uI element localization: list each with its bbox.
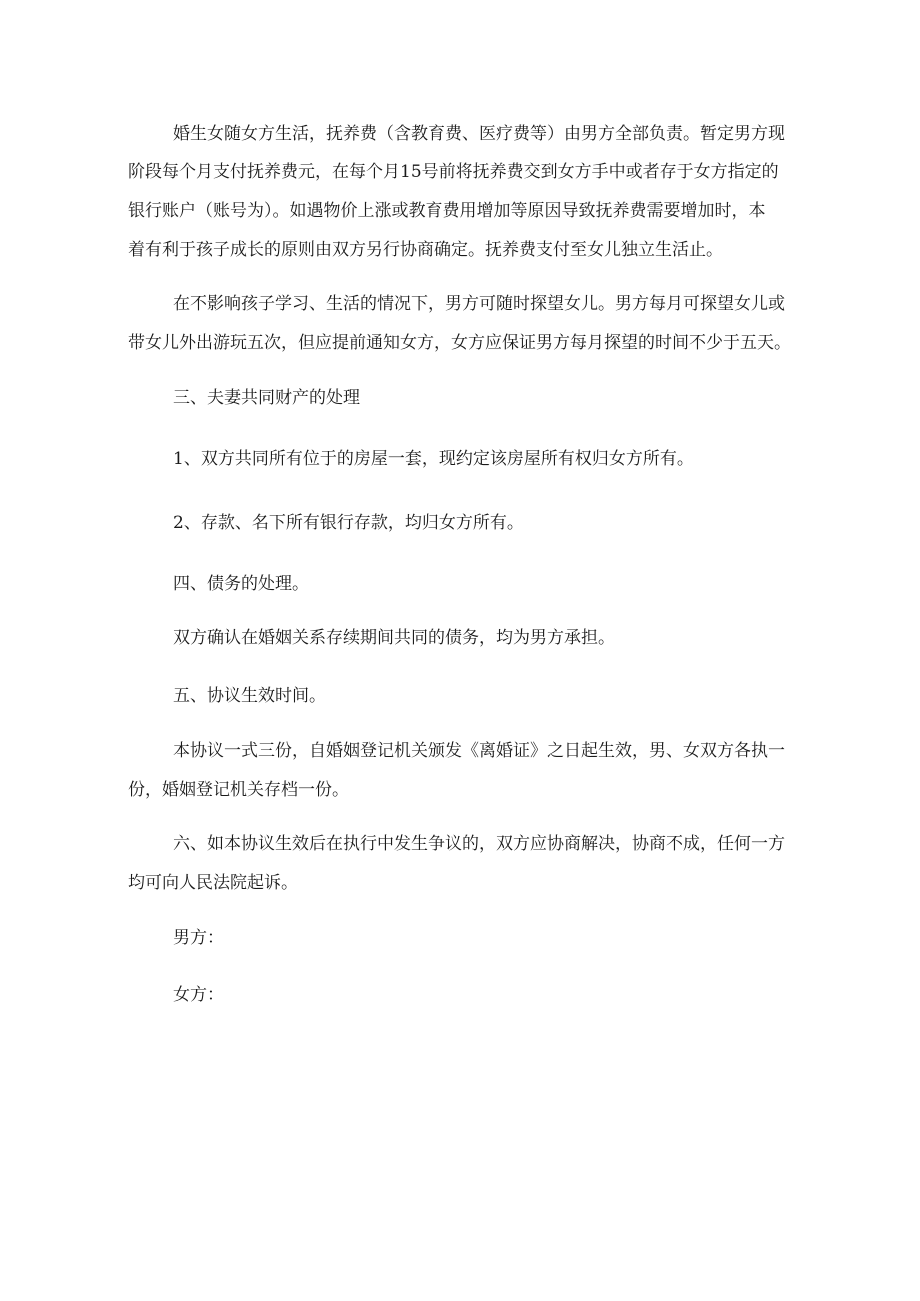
text-line: 银行账户（账号为）。如遇物价上涨或教育费用增加等原因导致抚养费需要增加时，本 [128, 201, 766, 221]
section-heading-effective: 五、协议生效时间。 [173, 686, 326, 706]
text-line: 份，婚姻登记机关存档一份。 [128, 780, 349, 800]
signature-label-female: 女方： [173, 985, 224, 1005]
text-line: 婚生女随女方生活，抚养费（含教育费、医疗费等）由男方全部负责。暂定男方现 [173, 124, 785, 144]
text-line: 本协议一式三份，自婚姻登记机关颁发《离婚证》之日起生效，男、女双方各执一 [173, 741, 785, 761]
text-line: 六、如本协议生效后在执行中发生争议的，双方应协商解决，协商不成，任何一方 [173, 834, 785, 854]
text-line: 带女儿外出游玩五次，但应提前通知女方，女方应保证男方每月探望的时间不少于五天。 [128, 333, 791, 353]
paragraph-debt: 双方确认在婚姻关系存续期间共同的债务，均为男方承担。 [173, 628, 615, 648]
property-item-savings: 2、存款、名下所有银行存款，均归女方所有。 [173, 513, 524, 533]
text-line: 均可向人民法院起诉。 [128, 873, 298, 893]
signature-label-male: 男方： [173, 928, 224, 948]
section-heading-debt: 四、债务的处理。 [173, 574, 309, 594]
property-item-house: 1、双方共同所有位于的房屋一套，现约定该房屋所有权归女方所有。 [173, 449, 694, 469]
section-heading-property: 三、夫妻共同财产的处理 [173, 388, 360, 408]
text-line: 阶段每个月支付抚养费元，在每个月15号前将抚养费交到女方手中或者存于女方指定的 [128, 162, 779, 182]
text-line: 在不影响孩子学习、生活的情况下，男方可随时探望女儿。男方每月可探望女儿或 [173, 294, 785, 314]
text-line: 着有利于孩子成长的原则由双方另行协商确定。抚养费支付至女儿独立生活止。 [128, 240, 723, 260]
